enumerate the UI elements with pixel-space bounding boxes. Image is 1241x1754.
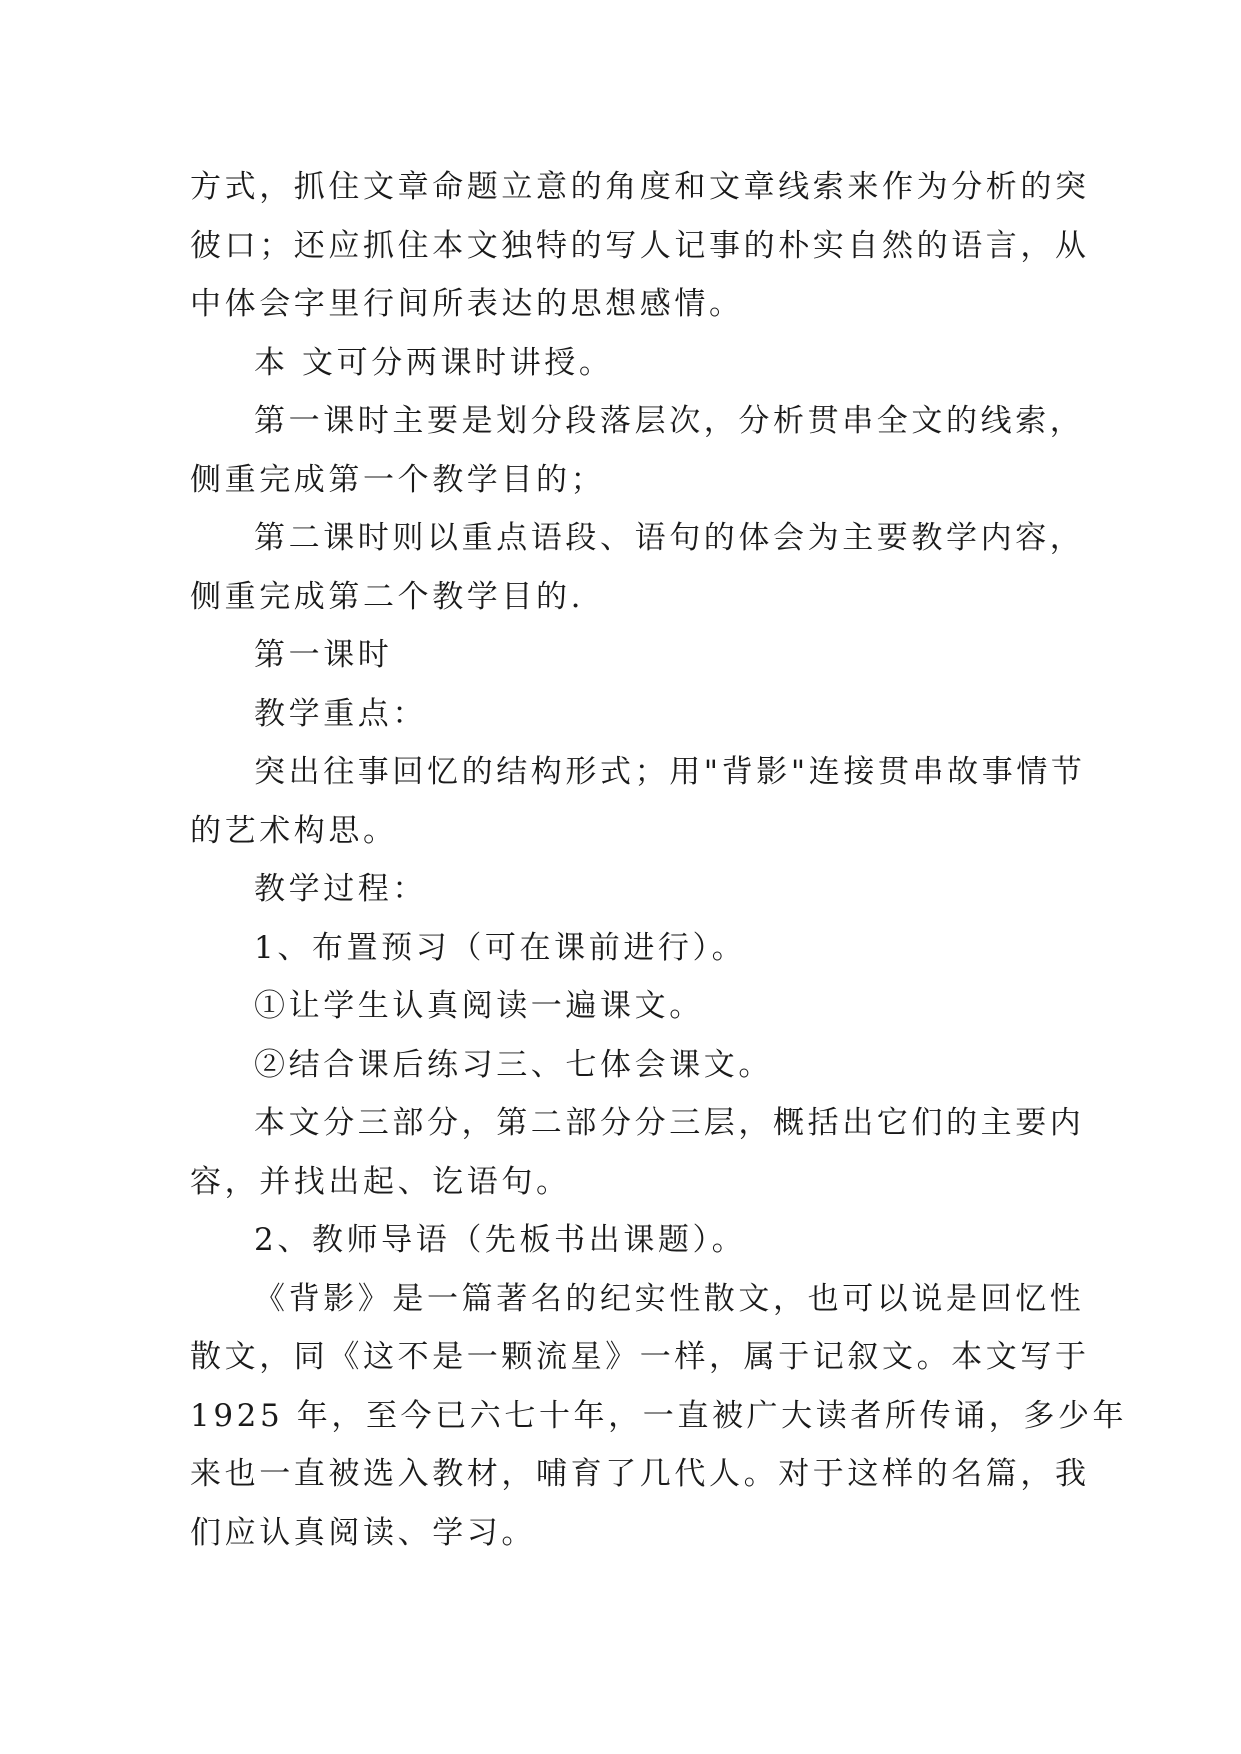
text-line: 侧重完成第二个教学目的. (190, 578, 585, 615)
text-line: 本文分三部分，第二部分分三层，概括出它们的主要内 (254, 1105, 1085, 1141)
text-line: 的艺术构思。 (190, 812, 398, 849)
list-item: 2、教师导语（先板书出课题）。 (254, 1222, 747, 1258)
list-item: ②结合课后练习三、七体会课文。 (254, 1046, 773, 1083)
text-line: 散文，同《这不是一颗流星》一样，属于记叙文。本文写于 (190, 1339, 1090, 1375)
text-line: 本 文可分两课时讲授。 (254, 344, 614, 381)
text-line: 侧重完成第一个教学目的； (190, 461, 606, 498)
list-item: 1、布置预习（可在课前进行）。 (254, 929, 747, 966)
text-line: 第二课时则以重点语段、语句的体会为主要教学内容， (254, 520, 1085, 556)
text-line: 彼口；还应抓住本文独特的写人记事的朴实自然的语言，从 (190, 227, 1090, 264)
text-line: 第一课时主要是划分段落层次，分析贯串全文的线索， (254, 403, 1085, 439)
text-line: 方式，抓住文章命题立意的角度和文章线索来作为分析的突 (190, 169, 1090, 205)
body-text (190, 158, 1128, 1562)
text-line: 们应认真阅读、学习。 (190, 1514, 536, 1551)
text-line: 中体会字里行间所表达的思想感情。 (190, 286, 744, 322)
text-line: 1925 年，至今已六七十年，一直被广大读者所传诵，多少年 (190, 1397, 1128, 1434)
subheading: 教学重点： (254, 695, 427, 732)
text-line: 容，并找出起、讫语句。 (190, 1163, 571, 1200)
subheading: 教学过程： (254, 871, 427, 907)
text-line: 突出往事回忆的结构形式；用"背影"连接贯串故事情节 (254, 754, 1086, 790)
text-line: 《背影》是一篇著名的纪实性散文，也可以说是回忆性 (254, 1280, 1085, 1317)
list-item: ①让学生认真阅读一遍课文。 (254, 988, 704, 1024)
text-line: 来也一直被选入教材，哺育了几代人。对于这样的名篇，我 (190, 1456, 1090, 1492)
section-heading: 第一课时 (254, 637, 393, 673)
